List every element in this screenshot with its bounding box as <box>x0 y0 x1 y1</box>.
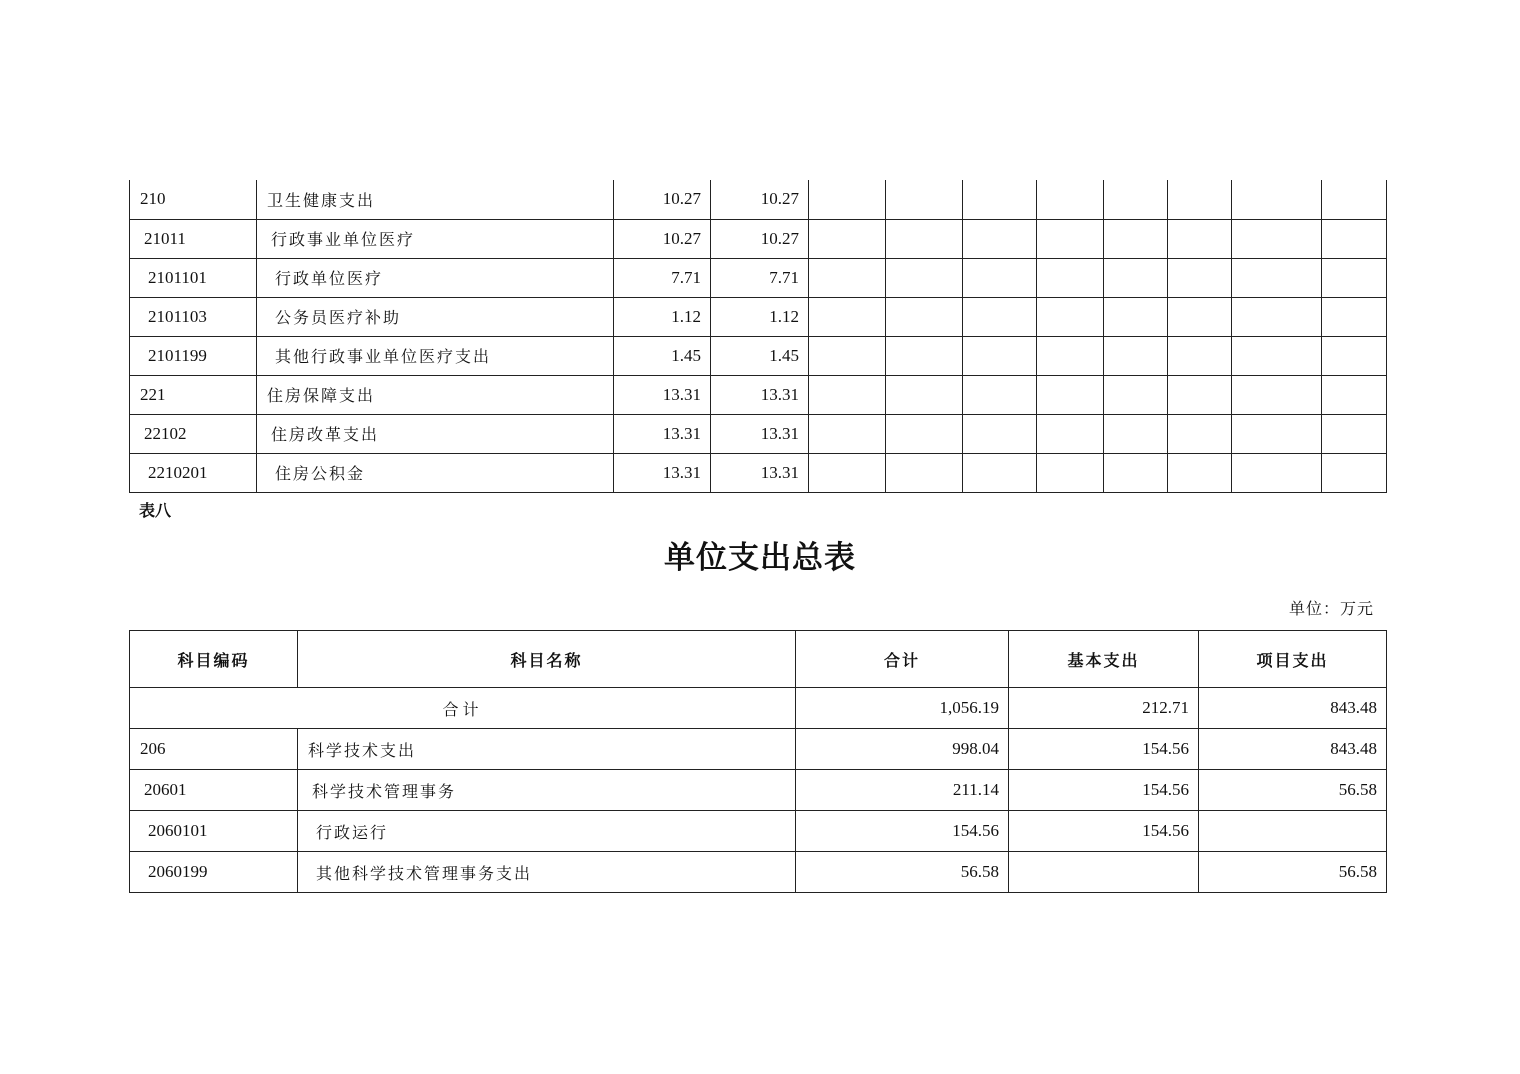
table-row <box>130 729 1387 770</box>
amount-basic: 10.27 <box>711 180 809 219</box>
amount-basic <box>1009 852 1199 893</box>
header-project-expenditure: 项目支出 <box>1199 631 1387 688</box>
empty-cell <box>886 180 963 219</box>
empty-cell <box>1104 453 1168 492</box>
empty-cell <box>963 375 1037 414</box>
empty-cell <box>1168 297 1232 336</box>
empty-cell <box>1322 336 1387 375</box>
empty-cell <box>1168 453 1232 492</box>
empty-cell <box>1322 180 1387 219</box>
empty-cell <box>1322 219 1387 258</box>
amount-total: 10.27 <box>614 180 711 219</box>
header-subject-name: 科目名称 <box>298 631 796 688</box>
empty-cell <box>1104 219 1168 258</box>
amount-total: 13.31 <box>614 414 711 453</box>
amount-basic: 1.12 <box>711 297 809 336</box>
amount-basic: 154.56 <box>1009 811 1199 852</box>
empty-cell <box>1037 375 1104 414</box>
amount-project: 56.58 <box>1199 852 1387 893</box>
empty-cell <box>809 375 886 414</box>
header-total: 合计 <box>796 631 1009 688</box>
subject-name: 住房保障支出 <box>257 375 614 414</box>
empty-cell <box>1037 258 1104 297</box>
subject-name: 科学技术管理事务 <box>298 770 796 811</box>
subject-code: 210 <box>130 180 257 219</box>
amount-total: 10.27 <box>614 219 711 258</box>
empty-cell <box>1104 375 1168 414</box>
table-row <box>130 852 1387 893</box>
empty-cell <box>963 453 1037 492</box>
amount-total: 1.12 <box>614 297 711 336</box>
total-label: 合计 <box>130 688 796 729</box>
subject-code: 2101103 <box>130 297 257 336</box>
empty-cell <box>809 180 886 219</box>
empty-cell <box>963 336 1037 375</box>
amount-basic: 154.56 <box>1009 770 1199 811</box>
empty-cell <box>1168 219 1232 258</box>
empty-cell <box>1322 258 1387 297</box>
empty-cell <box>809 219 886 258</box>
amount-basic: 1.45 <box>711 336 809 375</box>
subject-name: 行政事业单位医疗 <box>257 219 614 258</box>
amount-total: 998.04 <box>796 729 1009 770</box>
empty-cell <box>1232 180 1322 219</box>
empty-cell <box>1232 297 1322 336</box>
empty-cell <box>1104 297 1168 336</box>
empty-cell <box>963 219 1037 258</box>
empty-cell <box>809 453 886 492</box>
subject-code: 2060199 <box>130 852 298 893</box>
amount-total: 7.71 <box>614 258 711 297</box>
table-row <box>130 297 1387 336</box>
subject-code: 21011 <box>130 219 257 258</box>
empty-cell <box>1104 258 1168 297</box>
amount-basic: 154.56 <box>1009 729 1199 770</box>
table-number-label: 表八 <box>139 501 172 520</box>
empty-cell <box>1232 219 1322 258</box>
table-row <box>130 258 1387 297</box>
amount-basic: 13.31 <box>711 375 809 414</box>
subject-name: 科学技术支出 <box>298 729 796 770</box>
empty-cell <box>1104 180 1168 219</box>
empty-cell <box>886 375 963 414</box>
empty-cell <box>886 258 963 297</box>
total-basic: 212.71 <box>1009 688 1199 729</box>
header-basic-expenditure: 基本支出 <box>1009 631 1199 688</box>
total-amount: 1,056.19 <box>796 688 1009 729</box>
subject-code: 2101199 <box>130 336 257 375</box>
subject-code: 22102 <box>130 414 257 453</box>
empty-cell <box>1168 336 1232 375</box>
empty-cell <box>809 336 886 375</box>
table-header-row <box>130 631 1387 688</box>
header-subject-code: 科目编码 <box>130 631 298 688</box>
empty-cell <box>809 297 886 336</box>
table-row <box>130 219 1387 258</box>
amount-basic: 10.27 <box>711 219 809 258</box>
empty-cell <box>886 336 963 375</box>
empty-cell <box>1232 336 1322 375</box>
empty-cell <box>1168 375 1232 414</box>
unit-label: 单位：万元 <box>1288 599 1374 618</box>
total-project: 843.48 <box>1199 688 1387 729</box>
subject-name: 公务员医疗补助 <box>257 297 614 336</box>
amount-project <box>1199 811 1387 852</box>
empty-cell <box>886 219 963 258</box>
amount-basic: 7.71 <box>711 258 809 297</box>
amount-total: 211.14 <box>796 770 1009 811</box>
subject-name: 卫生健康支出 <box>257 180 614 219</box>
empty-cell <box>1168 180 1232 219</box>
subject-name: 行政单位医疗 <box>257 258 614 297</box>
empty-cell <box>1232 453 1322 492</box>
empty-cell <box>1232 375 1322 414</box>
empty-cell <box>963 258 1037 297</box>
amount-total: 1.45 <box>614 336 711 375</box>
empty-cell <box>1037 297 1104 336</box>
empty-cell <box>1037 414 1104 453</box>
table-row <box>130 336 1387 375</box>
subject-code: 20601 <box>130 770 298 811</box>
table-row <box>130 811 1387 852</box>
empty-cell <box>1037 453 1104 492</box>
table-row <box>130 770 1387 811</box>
empty-cell <box>1104 414 1168 453</box>
empty-cell <box>963 297 1037 336</box>
table-row <box>130 414 1387 453</box>
expenditure-summary-table <box>129 630 1387 893</box>
empty-cell <box>1037 180 1104 219</box>
subject-code: 2060101 <box>130 811 298 852</box>
subject-code: 2101101 <box>130 258 257 297</box>
table-row <box>130 453 1387 492</box>
subject-name: 其他科学技术管理事务支出 <box>298 852 796 893</box>
empty-cell <box>1104 336 1168 375</box>
amount-basic: 13.31 <box>711 414 809 453</box>
page-title: 单位支出总表 <box>664 540 856 576</box>
empty-cell <box>963 180 1037 219</box>
subject-code: 2210201 <box>130 453 257 492</box>
table-row <box>130 375 1387 414</box>
empty-cell <box>1037 219 1104 258</box>
subject-name: 住房改革支出 <box>257 414 614 453</box>
empty-cell <box>963 414 1037 453</box>
amount-project: 843.48 <box>1199 729 1387 770</box>
subject-name: 住房公积金 <box>257 453 614 492</box>
empty-cell <box>1232 414 1322 453</box>
empty-cell <box>809 414 886 453</box>
empty-cell <box>886 297 963 336</box>
empty-cell <box>1232 258 1322 297</box>
empty-cell <box>886 414 963 453</box>
empty-cell <box>1322 375 1387 414</box>
budget-continuation-table <box>129 180 1387 493</box>
table-row <box>130 180 1387 219</box>
empty-cell <box>809 258 886 297</box>
subject-code: 221 <box>130 375 257 414</box>
empty-cell <box>1322 297 1387 336</box>
amount-project: 56.58 <box>1199 770 1387 811</box>
amount-total: 154.56 <box>796 811 1009 852</box>
subject-name: 行政运行 <box>298 811 796 852</box>
amount-total: 13.31 <box>614 453 711 492</box>
subject-name: 其他行政事业单位医疗支出 <box>257 336 614 375</box>
amount-total: 13.31 <box>614 375 711 414</box>
amount-basic: 13.31 <box>711 453 809 492</box>
empty-cell <box>886 453 963 492</box>
empty-cell <box>1168 258 1232 297</box>
empty-cell <box>1322 414 1387 453</box>
subject-code: 206 <box>130 729 298 770</box>
empty-cell <box>1037 336 1104 375</box>
empty-cell <box>1168 414 1232 453</box>
empty-cell <box>1322 453 1387 492</box>
total-row <box>130 688 1387 729</box>
amount-total: 56.58 <box>796 852 1009 893</box>
